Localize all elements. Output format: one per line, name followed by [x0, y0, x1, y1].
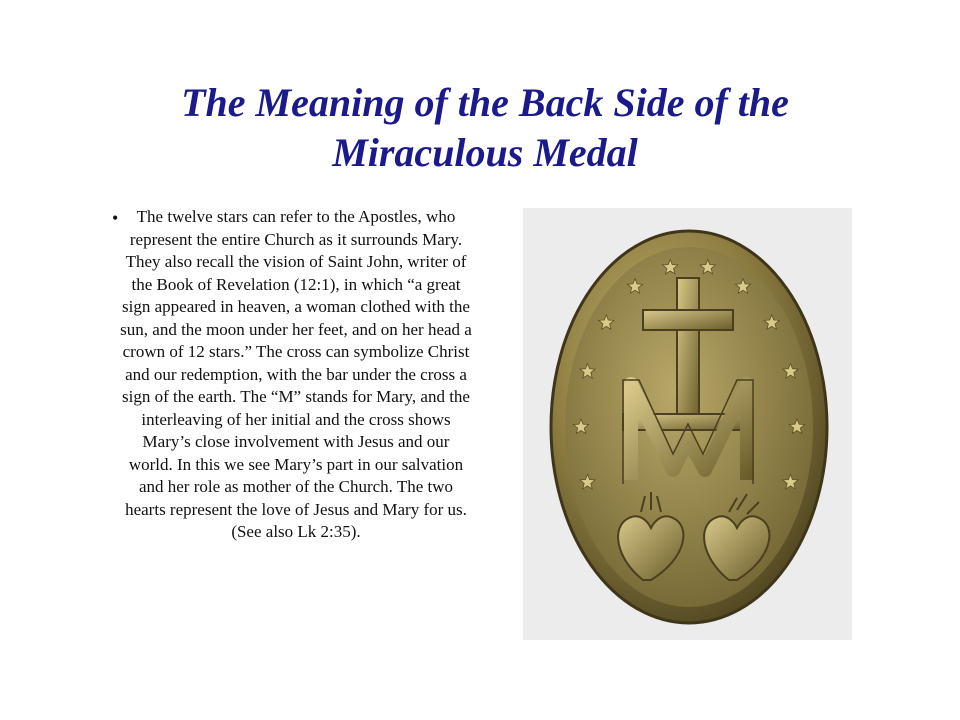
bullet-icon: •: [112, 208, 119, 228]
slide-title: [90, 78, 880, 178]
bullet-text: The twelve stars can refer to the Apostles, who represent the entire Church as it surrounds Mary. They also recall the vision of Saint John, writer of the Book of Revelation (12:1), in which “a great sign appeared in heaven, a woman clothed with the sun, and the moon under her feet, and on her head a crown of 12 stars.” The cross can symbolize Christ and our redemption, with the bar under the cross a sign of the earth. The “M” stands for Mary, and the interleaving of her initial and the cross shows Mary’s close involvement with Jesus and our world. In this we see Mary’s part in our salvation and her role as mother of the Church. The two hearts represent the love of Jesus and Mary for us. (See also Lk 2:35).: [120, 207, 472, 541]
title-line-1: The Meaning of the Back Side of the: [181, 80, 789, 125]
miraculous-medal-back-icon: [523, 208, 852, 640]
title-line-2: Miraculous Medal: [332, 130, 638, 175]
medal-image: [523, 208, 852, 640]
